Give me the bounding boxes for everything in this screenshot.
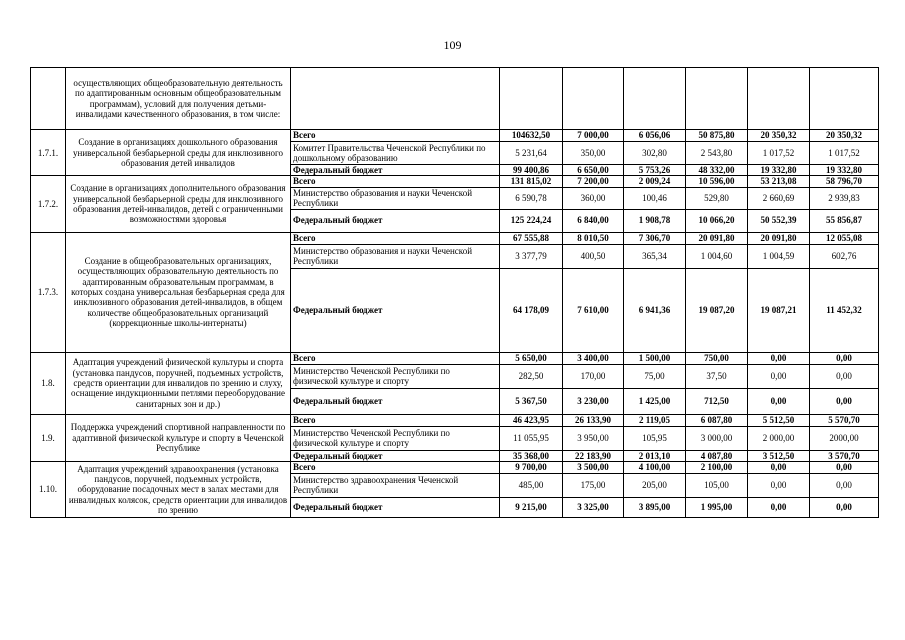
funding-value: 3 400,00: [563, 352, 624, 364]
funding-value: 20 091,80: [686, 232, 748, 244]
funding-value: 50 552,39: [748, 209, 810, 232]
funding-value: 2 543,80: [686, 142, 748, 165]
funding-value: 6 650,00: [563, 165, 624, 176]
funding-value: 0,00: [748, 497, 810, 517]
funding-value: 5 753,26: [624, 165, 686, 176]
funding-source: Федеральный бюджет: [291, 165, 500, 176]
funding-value: 3 500,00: [563, 461, 624, 473]
funding-source: Федеральный бюджет: [291, 450, 500, 461]
funding-row: [31, 130, 879, 142]
funding-value: 2 660,69: [748, 187, 810, 209]
funding-source: Федеральный бюджет: [291, 209, 500, 232]
funding-value: 0,00: [810, 473, 879, 497]
funding-value: 105,00: [686, 473, 748, 497]
funding-value: 3 950,00: [563, 426, 624, 450]
item-description: Создание в общеобразовательных организациях, осуществляющих образовательную деятельность по адаптированным образовательным программам, в которых создана универсальная безбарьерная среда для инклюзивного образования детей-инвалидов, в общем количестве общеобразовательных организаций (коррекционные школы-интернаты): [66, 232, 291, 352]
funding-value: 48 332,00: [686, 165, 748, 176]
funding-value: 9 215,00: [500, 497, 563, 517]
funding-value: 6 840,00: [563, 209, 624, 232]
funding-value: 3 570,70: [810, 450, 879, 461]
funding-value: 100,46: [624, 187, 686, 209]
funding-value: 3 325,00: [563, 497, 624, 517]
item-number: 1.10.: [31, 461, 66, 517]
funding-value: 5 512,50: [748, 414, 810, 426]
funding-value: 8 010,50: [563, 232, 624, 244]
funding-value: 9 700,00: [500, 461, 563, 473]
funding-value: 302,80: [624, 142, 686, 165]
funding-value: 3 512,50: [748, 450, 810, 461]
funding-value: 5 650,00: [500, 352, 563, 364]
funding-value: 11 055,95: [500, 426, 563, 450]
funding-value: 2 939,83: [810, 187, 879, 209]
funding-value: 55 856,87: [810, 209, 879, 232]
funding-value: 6 056,06: [624, 130, 686, 142]
funding-value: 2 000,00: [748, 426, 810, 450]
funding-value: 205,00: [624, 473, 686, 497]
funding-source: Министерство здравоохранения Чеченской Республики: [291, 473, 500, 497]
funding-value: 22 183,90: [563, 450, 624, 461]
funding-value: 6 087,80: [686, 414, 748, 426]
funding-value: 10 066,20: [686, 209, 748, 232]
item-number: 1.7.1.: [31, 130, 66, 176]
funding-value: 350,00: [563, 142, 624, 165]
item-description: Адаптация учреждений физической культуры и спорта (установка пандусов, поручней, подъемных устройств, средств ориентации для инвалидов по зрению и слуху, оснащение индукционными петлями переоборудование санитарных зон и др.): [66, 352, 291, 414]
funding-value: 7 610,00: [563, 268, 624, 352]
funding-value: 99 400,86: [500, 165, 563, 176]
funding-value: 19 332,80: [810, 165, 879, 176]
funding-value: 170,00: [563, 364, 624, 388]
funding-value: 20 350,32: [748, 130, 810, 142]
page-number: 109: [443, 38, 462, 52]
funding-value: 0,00: [748, 352, 810, 364]
funding-value: 0,00: [748, 364, 810, 388]
funding-value: 400,50: [563, 244, 624, 268]
funding-row: [31, 461, 879, 473]
funding-value: 19 087,21: [748, 268, 810, 352]
item-number: 1.7.2.: [31, 176, 66, 232]
funding-value: 19 332,80: [748, 165, 810, 176]
item-number: 1.7.3.: [31, 232, 66, 352]
funding-value: 4 100,00: [624, 461, 686, 473]
funding-value: 105,95: [624, 426, 686, 450]
funding-value: 37,50: [686, 364, 748, 388]
funding-value: 0,00: [748, 388, 810, 414]
funding-source: Федеральный бюджет: [291, 388, 500, 414]
item-number: 1.8.: [31, 352, 66, 414]
funding-source: Комитет Правительства Чеченской Республики по дошкольному образованию: [291, 142, 500, 165]
funding-value: 6 590,78: [500, 187, 563, 209]
funding-source: Всего: [291, 176, 500, 187]
funding-value: 0,00: [748, 461, 810, 473]
funding-source: Федеральный бюджет: [291, 497, 500, 517]
funding-value: 1 425,00: [624, 388, 686, 414]
funding-source: Федеральный бюджет: [291, 268, 500, 352]
funding-value: 2000,00: [810, 426, 879, 450]
continuation-row: [31, 68, 879, 130]
funding-value: 1 017,52: [748, 142, 810, 165]
funding-value: 131 815,02: [500, 176, 563, 187]
funding-source: Министерство образования и науки Чеченской Республики: [291, 244, 500, 268]
item-number: 1.9.: [31, 414, 66, 461]
item-description: Создание в организациях дополнительного образования универсальной безбарьерной среды для инклюзивного образования детей-инвалидов, детей с ограниченными возможностями здоровья: [66, 176, 291, 232]
funding-source: Министерство образования и науки Чеченской Республики: [291, 187, 500, 209]
funding-value: 712,50: [686, 388, 748, 414]
funding-value: 1 004,60: [686, 244, 748, 268]
funding-value: 3 895,00: [624, 497, 686, 517]
funding-value: 3 230,00: [563, 388, 624, 414]
funding-value: 3 377,79: [500, 244, 563, 268]
funding-source: Министерство Чеченской Республики по физической культуре и спорту: [291, 426, 500, 450]
funding-value: 10 596,00: [686, 176, 748, 187]
funding-value: 6 941,36: [624, 268, 686, 352]
funding-value: 7 306,70: [624, 232, 686, 244]
funding-value: 0,00: [810, 364, 879, 388]
funding-value: 20 091,80: [748, 232, 810, 244]
funding-value: 0,00: [810, 497, 879, 517]
funding-value: 485,00: [500, 473, 563, 497]
funding-value: 750,00: [686, 352, 748, 364]
funding-row: [31, 232, 879, 244]
funding-value: 602,76: [810, 244, 879, 268]
funding-value: 1 500,00: [624, 352, 686, 364]
funding-value: 4 087,80: [686, 450, 748, 461]
funding-value: 529,80: [686, 187, 748, 209]
funding-value: 75,00: [624, 364, 686, 388]
funding-value: 5 367,50: [500, 388, 563, 414]
funding-source: Всего: [291, 130, 500, 142]
funding-value: 175,00: [563, 473, 624, 497]
funding-value: 50 875,80: [686, 130, 748, 142]
funding-value: 2 013,10: [624, 450, 686, 461]
funding-value: 282,50: [500, 364, 563, 388]
item-description: Адаптация учреждений здравоохранения (установка пандусов, поручней, подъемных устройств, оборудование посадочных мест в залах местами для инвалидных колясок, средств ориентации для инвалидов по зрению: [66, 461, 291, 517]
funding-source: Всего: [291, 461, 500, 473]
funding-value: 64 178,09: [500, 268, 563, 352]
funding-value: 125 224,24: [500, 209, 563, 232]
item-description: Создание в организациях дошкольного образования универсальной безбарьерной среды для инклюзивного образования детей инвалидов: [66, 130, 291, 176]
funding-row: [31, 176, 879, 187]
funding-value: 53 213,08: [748, 176, 810, 187]
funding-source: Министерство Чеченской Республики по физической культуре и спорту: [291, 364, 500, 388]
funding-source: Всего: [291, 352, 500, 364]
funding-value: 2 100,00: [686, 461, 748, 473]
funding-value: 11 452,32: [810, 268, 879, 352]
funding-value: 19 087,20: [686, 268, 748, 352]
funding-source: Всего: [291, 232, 500, 244]
funding-value: 5 231,64: [500, 142, 563, 165]
funding-value: 5 570,70: [810, 414, 879, 426]
funding-value: 20 350,32: [810, 130, 879, 142]
funding-value: 2 009,24: [624, 176, 686, 187]
item-description: Поддержка учреждений спортивной направленности по адаптивной физической культуре и спорту в Чеченской Республике: [66, 414, 291, 461]
funding-value: 1 017,52: [810, 142, 879, 165]
funding-value: 104632,50: [500, 130, 563, 142]
funding-value: 2 119,05: [624, 414, 686, 426]
funding-value: 67 555,88: [500, 232, 563, 244]
funding-row: [31, 414, 879, 426]
funding-value: 0,00: [810, 352, 879, 364]
funding-value: 35 368,00: [500, 450, 563, 461]
funding-value: 1 004,59: [748, 244, 810, 268]
continuation-description: осуществляющих общеобразовательную деятельность по адаптированным основным общеобразовательным программам), условий для получения детьми-инвалидами качественного образования, в том числе:: [66, 68, 291, 130]
funding-value: 0,00: [810, 461, 879, 473]
funding-value: 12 055,08: [810, 232, 879, 244]
funding-value: 58 796,70: [810, 176, 879, 187]
funding-value: 1 908,78: [624, 209, 686, 232]
funding-value: 3 000,00: [686, 426, 748, 450]
funding-row: [31, 352, 879, 364]
funding-value: 365,34: [624, 244, 686, 268]
funding-value: 360,00: [563, 187, 624, 209]
program-funding-table: [30, 67, 879, 518]
funding-value: 26 133,90: [563, 414, 624, 426]
funding-value: 1 995,00: [686, 497, 748, 517]
funding-value: 46 423,95: [500, 414, 563, 426]
funding-value: 0,00: [748, 473, 810, 497]
funding-value: 7 000,00: [563, 130, 624, 142]
funding-value: 0,00: [810, 388, 879, 414]
funding-value: 7 200,00: [563, 176, 624, 187]
funding-source: Всего: [291, 414, 500, 426]
